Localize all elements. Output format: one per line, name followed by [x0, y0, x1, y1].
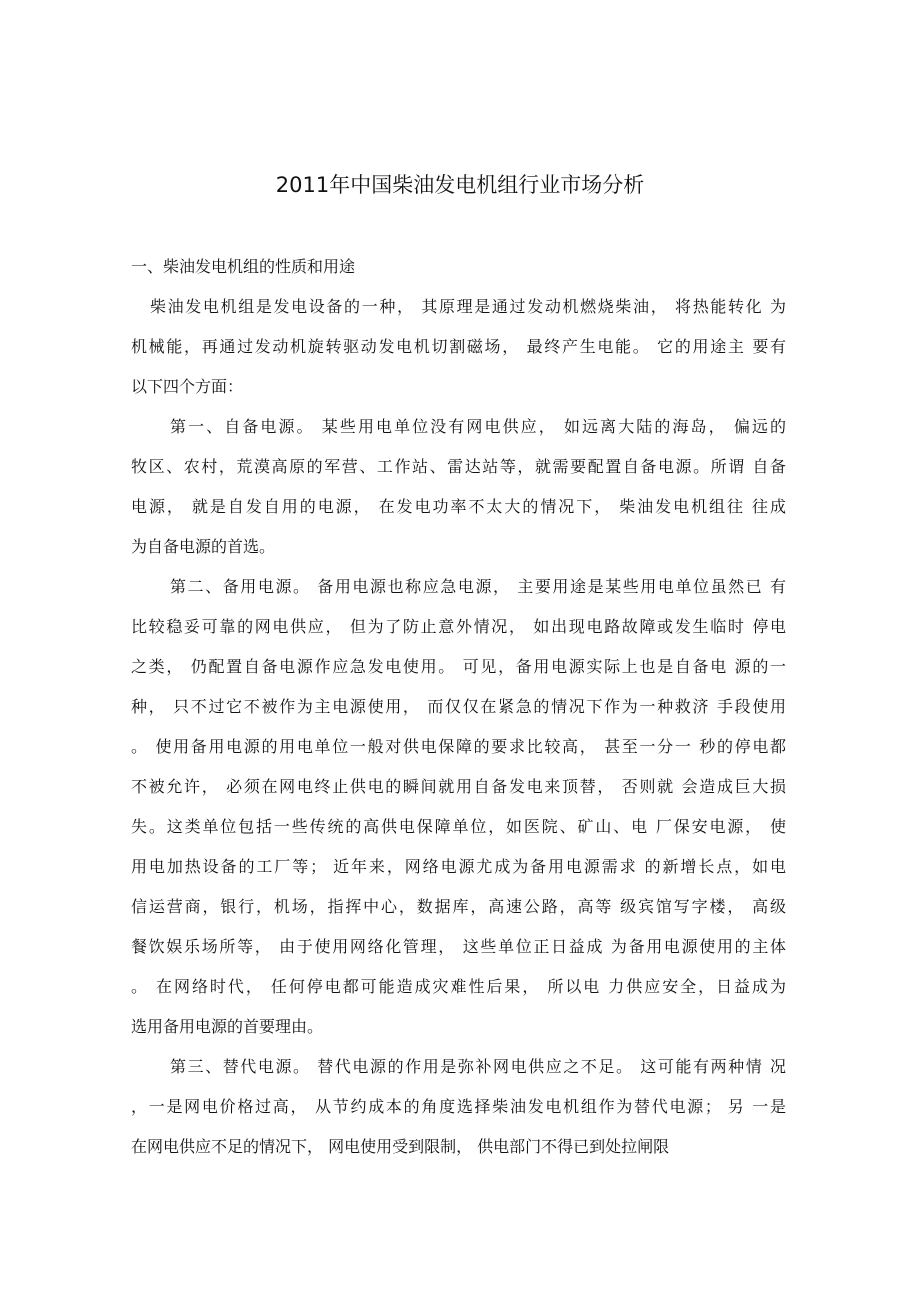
- paragraph-self-power-line: 电源， 就是自发自用的电源， 在发电功率不太大的情况下， 柴油发电机组往 往成: [131, 497, 786, 516]
- paragraph-self-power-line: 为自备电源的首选。: [131, 537, 276, 556]
- paragraph-intro-line: 以下四个方面：: [131, 377, 244, 396]
- paragraph-backup-power-line: 不被允许， 必须在网电终止供电的瞬间就用自备发电来顶替， 否则就 会造成巨大损: [131, 777, 786, 796]
- paragraph-backup-power-line: 之类， 仍配置自备电源作应急发电使用。 可见，备用电源实际上也是自备电 源的一: [131, 657, 786, 676]
- section-heading: 一、柴油发电机组的性质和用途: [131, 257, 356, 276]
- paragraph-self-power-line: 牧区、农村，荒漠高原的军营、工作站、雷达站等，就需要配置自备电源。所谓 自备: [131, 457, 786, 476]
- paragraph-backup-power-line: 用电加热设备的工厂等； 近年来，网络电源尤成为备用电源需求 的新增长点，如电: [131, 857, 786, 876]
- paragraph-backup-power-line: 比较稳妥可靠的网电供应， 但为了防止意外情况， 如出现电路故障或发生临时 停电: [131, 617, 786, 636]
- paragraph-backup-power-line: 餐饮娱乐场所等， 由于使用网络化管理， 这些单位正日益成 为备用电源使用的主体: [131, 937, 786, 956]
- paragraph-intro-line: 机械能，再通过发动机旋转驱动发电机切割磁场， 最终产生电能。 它的用途主 要有: [131, 337, 786, 356]
- document-title: 2011年中国柴油发电机组行业市场分析: [275, 173, 645, 197]
- paragraph-backup-power-line: 。 使用备用电源的用电单位一般对供电保障的要求比较高， 甚至一分一 秒的停电都: [131, 737, 786, 756]
- paragraph-backup-power-line: 失。这类单位包括一些传统的高供电保障单位，如医院、矿山、电 厂保安电源， 使: [131, 817, 786, 836]
- paragraph-self-power-line: 第一、自备电源。 某些用电单位没有网电供应， 如远离大陆的海岛， 偏远的: [170, 417, 786, 436]
- paragraph-intro-line: 柴油发电机组是发电设备的一种， 其原理是通过发动机燃烧柴油， 将热能转化 为: [150, 297, 786, 316]
- paragraph-backup-power-line: 种， 只不过它不被作为主电源使用， 而仅仅在紧急的情况下作为一种救济 手段使用: [131, 697, 786, 716]
- paragraph-backup-power-line: 信运营商，银行，机场，指挥中心，数据库，高速公路，高等 级宾馆写字楼， 高级: [131, 897, 786, 916]
- paragraph-backup-power-line: 第二、备用电源。 备用电源也称应急电源， 主要用途是某些用电单位虽然已 有: [170, 577, 786, 596]
- paragraph-alternative-power-line: 第三、替代电源。 替代电源的作用是弥补网电供应之不足。 这可能有两种情 况: [170, 1057, 786, 1076]
- paragraph-alternative-power-line: 在网电供应不足的情况下， 网电使用受到限制， 供电部门不得已到处拉闸限: [131, 1137, 670, 1156]
- paragraph-backup-power-line: 选用备用电源的首要理由。: [131, 1017, 324, 1036]
- paragraph-alternative-power-line: ，一是网电价格过高， 从节约成本的角度选择柴油发电机组作为替代电源； 另 一是: [131, 1097, 786, 1116]
- paragraph-backup-power-line: 。 在网络时代， 任何停电都可能造成灾难性后果， 所以电 力供应安全，日益成为: [131, 977, 786, 996]
